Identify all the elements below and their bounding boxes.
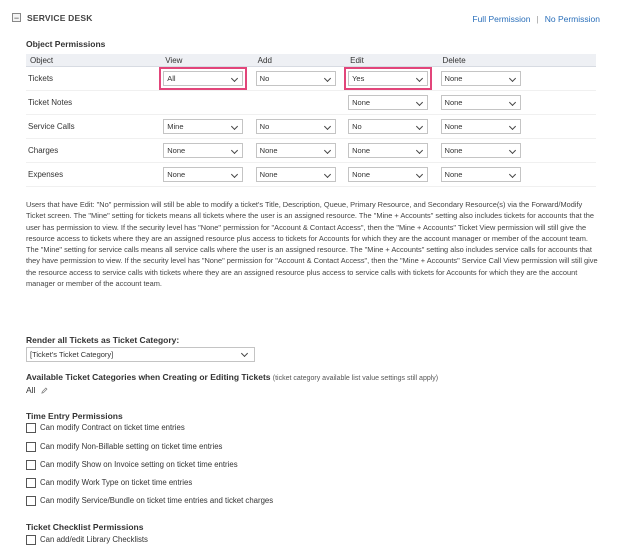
- full-permission-link[interactable]: Full Permission: [472, 14, 531, 24]
- select-value: [Ticket's Ticket Category]: [30, 350, 114, 359]
- tickets-delete-select[interactable]: [441, 71, 521, 86]
- select-value: None: [167, 146, 186, 155]
- checkbox[interactable]: [26, 478, 36, 488]
- checkbox[interactable]: [26, 496, 36, 506]
- select-value: None: [167, 170, 186, 179]
- chevron-down-icon: [509, 171, 516, 178]
- available-categories-label: Available Ticket Categories when Creating or Editing Tickets: [26, 372, 271, 382]
- render-tickets-label: Render all Tickets as Ticket Category:: [26, 335, 180, 345]
- ticket-notes-delete-select[interactable]: [441, 95, 521, 110]
- row-label: Expenses: [26, 163, 161, 187]
- permission-links: [472, 14, 600, 24]
- table-row: [26, 91, 596, 115]
- link-divider: |: [536, 14, 539, 24]
- chevron-down-icon: [416, 99, 423, 106]
- chevron-down-icon: [509, 147, 516, 154]
- object-permissions-table: [26, 54, 596, 187]
- column-header-edit: Edit: [346, 54, 438, 67]
- checkbox[interactable]: [26, 423, 36, 433]
- select-value: None: [352, 146, 371, 155]
- select-value: No: [259, 74, 270, 83]
- available-categories-value-row: [26, 385, 48, 395]
- checkbox-label: Can modify Non-Billable setting on ticket time entries: [40, 442, 223, 451]
- column-header-view: View: [161, 54, 253, 67]
- checkbox[interactable]: [26, 442, 36, 452]
- render-ticket-category-select[interactable]: [26, 347, 255, 362]
- expenses-add-select[interactable]: [256, 167, 336, 182]
- table-row: [26, 115, 596, 139]
- chevron-down-icon: [231, 75, 238, 82]
- chevron-down-icon: [231, 171, 238, 178]
- checkbox-label: Can modify Service/Bundle on ticket time entries and ticket charges: [40, 496, 274, 505]
- available-categories-heading: [26, 372, 438, 382]
- select-value: None: [444, 170, 463, 179]
- ticket-checklist-title: Ticket Checklist Permissions: [26, 522, 144, 532]
- time-entry-title: Time Entry Permissions: [26, 411, 123, 421]
- column-header-delete: Delete: [439, 54, 596, 67]
- checkbox[interactable]: [26, 535, 36, 545]
- select-value: Mine: [167, 122, 184, 131]
- collapse-toggle-icon[interactable]: −: [13, 13, 20, 23]
- tickets-edit-select[interactable]: [348, 71, 428, 86]
- select-value: Yes: [352, 74, 365, 83]
- charges-view-select[interactable]: [163, 143, 243, 158]
- checkbox-label: Can modify Work Type on ticket time entries: [40, 478, 193, 487]
- table-row: [26, 163, 596, 187]
- charges-delete-select[interactable]: [441, 143, 521, 158]
- chevron-down-icon: [324, 75, 331, 82]
- select-value: None: [444, 122, 463, 131]
- select-value: None: [259, 146, 278, 155]
- section-header: [12, 12, 612, 28]
- charges-edit-select[interactable]: [348, 143, 428, 158]
- select-value: No: [259, 122, 270, 131]
- chevron-down-icon: [324, 147, 331, 154]
- chevron-down-icon: [416, 147, 423, 154]
- table-row: [26, 67, 596, 91]
- table-row: [26, 139, 596, 163]
- expenses-view-select[interactable]: [163, 167, 243, 182]
- row-label: Charges: [26, 139, 161, 163]
- select-value: None: [259, 170, 278, 179]
- column-header-add: Add: [254, 54, 346, 67]
- service-calls-view-select[interactable]: [163, 119, 243, 134]
- chevron-down-icon: [324, 171, 331, 178]
- chevron-down-icon: [509, 75, 516, 82]
- object-permissions-title: Object Permissions: [26, 39, 106, 49]
- available-categories-value: All: [26, 385, 36, 395]
- chevron-down-icon: [416, 171, 423, 178]
- checkbox-label: Can modify Contract on ticket time entries: [40, 423, 185, 432]
- select-value: None: [352, 98, 371, 107]
- select-value: None: [444, 146, 463, 155]
- chevron-down-icon: [231, 123, 238, 130]
- tickets-add-select[interactable]: [256, 71, 336, 86]
- checkbox-label: Can modify Show on Invoice setting on ticket time entries: [40, 460, 238, 469]
- permissions-description: Users that have Edit: "No" permission will still be able to modify a ticket's Title, Description, Queue, Primary Resource, and Secondary Resource(s) via the Forward/Modify Ticket screen. The "Mine" setting for tickets means all tickets where the user is an assigned resource. The "Mine + Accounts" setting also includes tickets for accounts that the user has permission to view. If the security level has "None" permission for "Account & Contact Access", then the "Mine + Accounts" Ticket View permission will still give the resource access to tickets where they are an assigned resource plus access to tickets for Accounts for which they are the account manager or member of the account team. The "Mine" setting for service calls means all service calls where the user is an assigned resource. The "Mine + Accounts" setting also includes service calls for accounts that they have permission to view. If the security level has "None" permission for "Account & Contact Access", then the "Mine + Accounts" Service Call View permission will still give the resource access to service calls with tickets where they are an assigned resource plus access to service calls with tickets for Accounts for which they are the account manager or member of the account team.: [26, 200, 598, 289]
- select-value: No: [352, 122, 362, 131]
- tickets-view-select[interactable]: [163, 71, 243, 86]
- pencil-icon[interactable]: [41, 387, 48, 394]
- checkbox-label: Can add/edit Library Checklists: [40, 535, 148, 544]
- ticket-notes-edit-select[interactable]: [348, 95, 428, 110]
- charges-add-select[interactable]: [256, 143, 336, 158]
- service-calls-delete-select[interactable]: [441, 119, 521, 134]
- available-categories-note: (ticket category available list value settings still apply): [272, 375, 439, 382]
- row-label: Tickets: [26, 67, 161, 91]
- checkbox[interactable]: [26, 460, 36, 470]
- row-label: Ticket Notes: [26, 91, 161, 115]
- chevron-down-icon: [509, 99, 516, 106]
- chevron-down-icon: [416, 123, 423, 130]
- column-header-object: Object: [26, 54, 161, 67]
- no-permission-link[interactable]: No Permission: [544, 14, 600, 24]
- expenses-delete-select[interactable]: [441, 167, 521, 182]
- chevron-down-icon: [241, 350, 248, 357]
- row-label: Service Calls: [26, 115, 161, 139]
- chevron-down-icon: [231, 147, 238, 154]
- service-calls-add-select[interactable]: [256, 119, 336, 134]
- section-title: SERVICE DESK: [27, 13, 93, 23]
- select-value: None: [444, 98, 463, 107]
- chevron-down-icon: [509, 123, 516, 130]
- expenses-edit-select[interactable]: [348, 167, 428, 182]
- chevron-down-icon: [416, 75, 423, 82]
- select-value: None: [352, 170, 371, 179]
- service-calls-edit-select[interactable]: [348, 119, 428, 134]
- chevron-down-icon: [324, 123, 331, 130]
- select-value: All: [167, 74, 176, 83]
- select-value: None: [444, 74, 463, 83]
